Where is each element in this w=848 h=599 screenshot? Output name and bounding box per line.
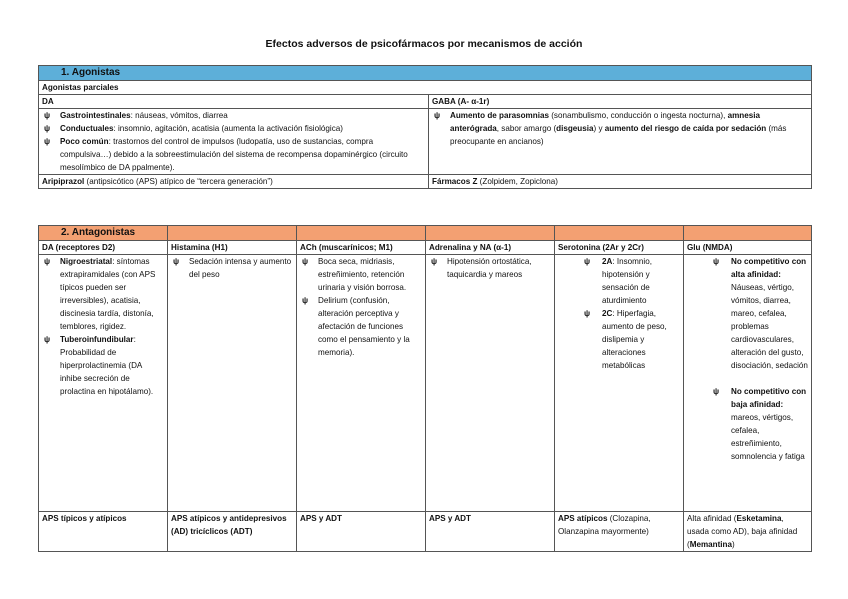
agonists-header: 1. Agonistas <box>39 66 812 81</box>
list-item: ψ Tuberoinfundibular: Probabilidad de hiperprolactinemia (DA inhibe secreción de prolactina en hipotálamo). <box>44 335 154 396</box>
list-item: ψ 2A: Insomnio, hipotensión y sensación de aturdimiento <box>584 257 652 305</box>
psi-bullet-icon: ψ <box>44 257 51 266</box>
psi-bullet-icon: ψ <box>302 296 309 305</box>
foot-serotonina: APS atípicos (Clozapina, Olanzapina mayormente) <box>555 512 684 552</box>
da-column-header: DA <box>39 95 429 109</box>
foot-ach: APS y ADT <box>297 512 426 552</box>
list-item: ψ Boca seca, midriasis, estreñimiento, retención urinaria y visión borrosa. <box>302 257 407 292</box>
list-item: ψ No competitivo con alta afinidad: Náuseas, vértigo, vómitos, diarrea, mareo, cefalea, problemas cardiovasculares, alteración del gusto, disociación, sedación <box>713 257 808 370</box>
ach-cell <box>297 255 426 512</box>
glu-cell <box>684 255 812 512</box>
list-item: ψ No competitivo con baja afinidad: mareos, vértigos, cefalea, estreñimiento, somnolencia y fatiga <box>713 387 807 461</box>
serotonina-cell <box>555 255 684 512</box>
psi-bullet-icon: ψ <box>302 257 309 266</box>
col-header-ach: ACh (muscarínicos; M1) <box>297 241 426 255</box>
list-item: ψ Sedación intensa y aumento del peso <box>173 257 292 279</box>
list-item: ψ Hipotensión ortostática, taquicardia y mareos <box>431 257 532 279</box>
col-header-histamina: Histamina (H1) <box>168 241 297 255</box>
list-item: ψ Nigroestriatal: síntomas extrapiramidales (con APS típicos pueden ser irreversibles), acatisia, discinesia tardía, distonía, temblores, rigidez. <box>44 257 156 331</box>
antagonists-header: 2. Antagonistas <box>39 226 168 241</box>
partial-agonists-subheader: Agonistas parciales <box>39 81 812 95</box>
psi-bullet-icon: ψ <box>584 309 591 318</box>
col-header-serotonina: Serotonina (2Ar y 2Cr) <box>555 241 684 255</box>
col-header-da: DA (receptores D2) <box>39 241 168 255</box>
psi-bullet-icon: ψ <box>44 137 51 146</box>
gaba-effects-cell <box>429 109 812 175</box>
list-item: ψ Gastrointestinales: náuseas, vómitos, diarrea <box>44 111 228 120</box>
antagonists-table <box>38 225 812 552</box>
page-title: Efectos adversos de psicofármacos por mecanismos de acción <box>265 38 583 50</box>
foot-glu: Alta afinidad (Esketamina, usada como AD), baja afinidad (Memantina) <box>684 512 812 552</box>
foot-histamina: APS atípicos y antidepresivos (AD) tricíclicos (ADT) <box>168 512 297 552</box>
foot-adrenalina: APS y ADT <box>426 512 555 552</box>
adrenalina-cell <box>426 255 555 512</box>
farmacos-z-cell: Fármacos Z (Zolpidem, Zopiclona) <box>429 175 812 189</box>
list-item: ψ 2C: Hiperfagia, aumento de peso, dislipemia y alteraciones metabólicas <box>584 309 667 370</box>
psi-bullet-icon: ψ <box>44 111 51 120</box>
psi-bullet-icon: ψ <box>44 124 51 133</box>
gaba-column-header: GABA (A- α-1r) <box>429 95 812 109</box>
list-item: ψ Poco común: trastornos del control de impulsos (ludopatía, uso de sustancias, compra compulsiva…) debido a la sobreestimulación del sistema de recompensa dopaminérgico (circuito mesolímbico de DA ppalmente). <box>44 137 408 172</box>
agonists-table <box>38 65 812 189</box>
aripiprazol-cell: Aripiprazol (antipsicótico (APS) atípico de “tercera generación”) <box>39 175 429 189</box>
histamina-cell <box>168 255 297 512</box>
psi-bullet-icon: ψ <box>173 257 180 266</box>
da-antagonist-cell <box>39 255 168 512</box>
col-header-glu: Glu (NMDA) <box>684 241 812 255</box>
psi-bullet-icon: ψ <box>713 387 720 396</box>
psi-bullet-icon: ψ <box>431 257 438 266</box>
psi-bullet-icon: ψ <box>713 257 720 266</box>
foot-da: APS típicos y atípicos <box>39 512 168 552</box>
list-item: ψ Aumento de parasomnias (sonambulismo, conducción o ingesta nocturna), amnesia anterógrada, sabor amargo (disgeusia) y aumento del riesgo de caída por sedación (más preocupante en ancianos) <box>434 111 787 146</box>
psi-bullet-icon: ψ <box>44 335 51 344</box>
psi-bullet-icon: ψ <box>434 111 441 120</box>
da-effects-cell <box>39 109 429 175</box>
list-item: ψ Delirium (confusión, alteración perceptiva y afectación de funciones como el pensamiento y la memoria). <box>302 296 410 357</box>
col-header-adrenalina: Adrenalina y NA (α-1) <box>426 241 555 255</box>
psi-bullet-icon: ψ <box>584 257 591 266</box>
list-item: ψ Conductuales: insomnio, agitación, acatisia (aumenta la activación fisiológica) <box>44 124 343 133</box>
